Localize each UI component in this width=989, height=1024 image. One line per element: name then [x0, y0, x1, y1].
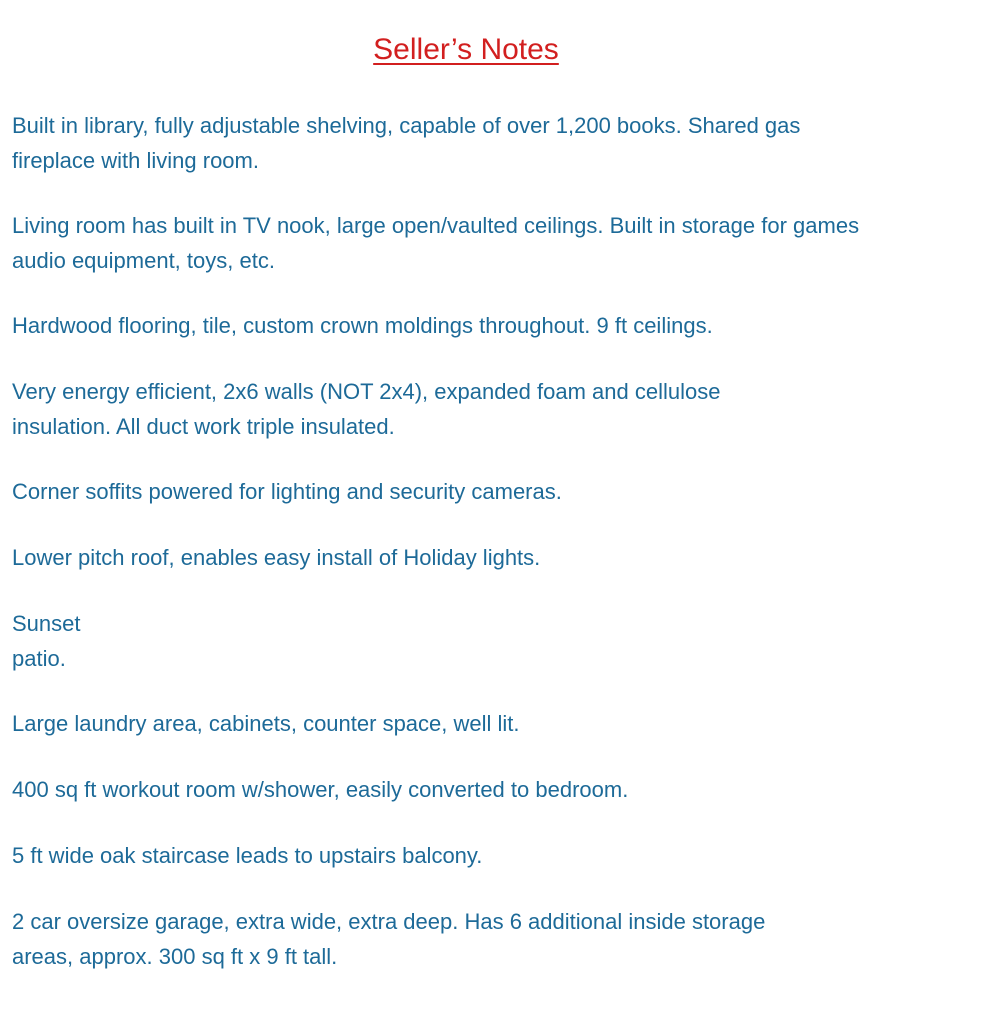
note-roof: Lower pitch roof, enables easy install of Holiday lights. — [12, 545, 541, 570]
note-library: Built in library, fully adjustable shelving, capable of over 1,200 books. Shared gas fireplace with living room. — [12, 113, 801, 173]
note-sunset-patio: Sunset patio. — [12, 611, 81, 671]
note-flooring: Hardwood flooring, tile, custom crown moldings throughout. 9 ft ceilings. — [12, 313, 713, 338]
note-staircase: 5 ft wide oak staircase leads to upstairs balcony. — [12, 843, 483, 868]
note-corner-soffits: Corner soffits powered for lighting and security cameras. — [12, 479, 562, 504]
page-title: Seller’s Notes — [373, 33, 559, 66]
note-living-room: Living room has built in TV nook, large open/vaulted ceilings. Built in storage for games audio equipment, toys, etc. — [12, 213, 860, 273]
note-workout-room: 400 sq ft workout room w/shower, easily converted to bedroom. — [12, 777, 629, 802]
note-garage: 2 car oversize garage, extra wide, extra deep. Has 6 additional inside storage areas, approx. 300 sq ft x 9 ft tall. — [12, 909, 766, 969]
notes-list — [12, 108, 984, 1004]
note-energy-efficiency: Very energy efficient, 2x6 walls (NOT 2x4), expanded foam and cellulose insulation. All duct work triple insulated. — [12, 379, 721, 439]
note-laundry: Large laundry area, cabinets, counter space, well lit. — [12, 711, 520, 736]
